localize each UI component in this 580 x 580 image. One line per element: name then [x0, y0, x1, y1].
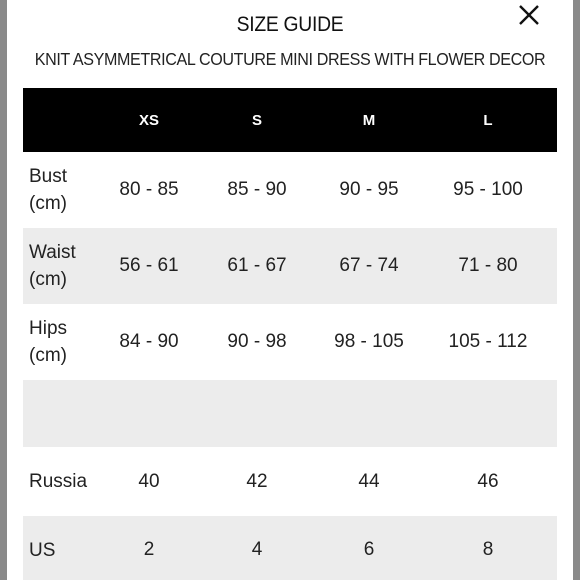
table-cell [111, 380, 187, 447]
table-row-hips [23, 304, 557, 380]
table-cell [219, 380, 295, 447]
header-cell-l: L [483, 111, 493, 129]
table-cell: 2 [143, 539, 155, 560]
table-cell: 105 - 112 [448, 331, 528, 352]
table-row-russia [23, 447, 557, 516]
table-cell: 84 - 90 [119, 331, 179, 352]
close-button[interactable] [516, 2, 542, 28]
modal-title: SIZE GUIDE [236, 13, 344, 36]
table-cell: 8 [482, 539, 494, 560]
table-cell [443, 380, 533, 447]
header-cell-m: M [362, 111, 376, 129]
row-label: Hips (cm) [29, 318, 68, 366]
row-label: Russia [29, 471, 88, 492]
table-cell: 42 [246, 470, 268, 492]
table-row-bust [23, 152, 557, 228]
table-cell: 46 [477, 470, 499, 492]
table-cell: 90 - 95 [339, 179, 399, 200]
table-cell: 98 - 105 [334, 331, 404, 352]
row-label: Waist (cm) [29, 242, 76, 290]
table-cell: 95 - 100 [453, 179, 523, 200]
header-cell-s: S [251, 111, 262, 129]
row-label: Bust (cm) [29, 166, 68, 214]
table-cell: 85 - 90 [227, 179, 287, 200]
table-cell: 40 [138, 470, 160, 492]
close-icon [516, 2, 542, 28]
size-guide-modal [7, 0, 573, 580]
table-cell: 56 - 61 [119, 255, 179, 276]
table-row-empty [23, 380, 557, 447]
header-cell-blank [29, 88, 109, 152]
table-cell: 44 [358, 470, 380, 492]
row-label: US [29, 539, 56, 561]
table-cell: 67 - 74 [339, 255, 399, 276]
table-cell: 80 - 85 [119, 179, 179, 200]
row-label [29, 380, 109, 447]
table-cell: 4 [251, 539, 263, 560]
table-header-row [23, 88, 557, 152]
table-row-us [23, 516, 557, 580]
table-cell: 71 - 80 [458, 255, 518, 276]
table-cell: 61 - 67 [227, 255, 287, 276]
table-cell: 90 - 98 [227, 331, 287, 352]
product-name: KNIT ASYMMETRICAL COUTURE MINI DRESS WITH FLOWER DECOR [34, 49, 546, 69]
size-table [23, 88, 557, 580]
header-cell-xs: XS [138, 111, 159, 129]
table-cell: 6 [363, 539, 375, 560]
table-row-waist [23, 228, 557, 304]
table-cell [330, 380, 408, 447]
